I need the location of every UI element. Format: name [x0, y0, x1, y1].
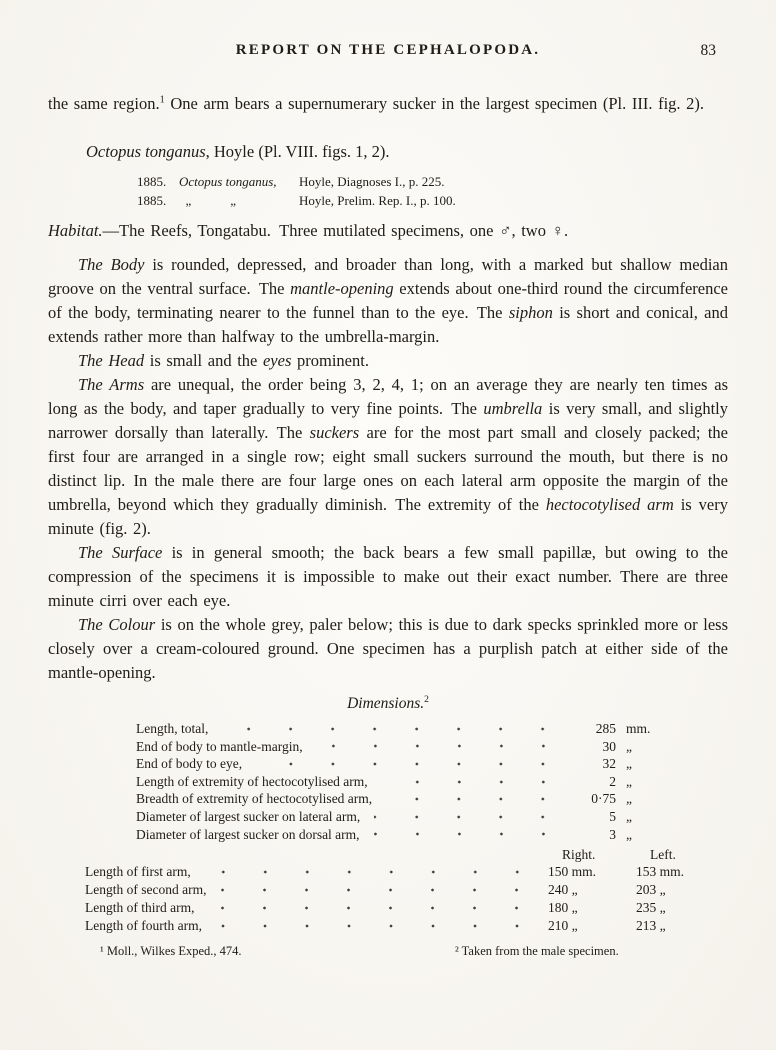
citation-species: Octopus tonganus, [179, 174, 277, 189]
paragraph-head: The Head is small and the eyes prominent. [78, 351, 369, 370]
dimension-value: 32 [602, 756, 616, 772]
dimension-unit: „ [626, 808, 632, 824]
citation-source: Hoyle, Diagnoses I., p. 225. [299, 174, 445, 189]
dimensions-title-text: Dimensions. [347, 695, 425, 712]
dimension-value: 285 [595, 721, 616, 736]
dot-leader [208, 906, 538, 910]
arm-label: Length of fourth arm, [85, 918, 202, 934]
arm-value-left: 153 mm. [636, 864, 685, 880]
species-heading: Octopus tonganus, Hoyle (Pl. VIII. figs. 1, 2). [86, 142, 390, 161]
citation-row [137, 191, 728, 210]
footnotes [48, 944, 728, 962]
dimension-label: Length, total, [136, 721, 209, 736]
arm-value-left: 213 „ [636, 918, 666, 934]
dimension-row [136, 826, 654, 844]
dot-leader [222, 727, 564, 731]
dimension-unit: „ [626, 738, 632, 754]
arm-label: Length of second arm, [85, 882, 207, 898]
dimension-row [136, 755, 654, 773]
arm-value-right: 180 „ [548, 900, 578, 916]
column-header-left: Left. [650, 847, 676, 863]
arm-value-left: 235 „ [636, 900, 666, 916]
spacer [85, 846, 548, 863]
paragraph-surface: The Surface is in general smooth; the back bears a few small papillæ, but owing to the compression of the specimens it is impossible to make out their exact number. There are three minute cirri over each eye. [48, 543, 728, 610]
dimension-value: 2 [609, 773, 616, 789]
page-number: 83 [700, 42, 716, 59]
arm-value-right: 150 mm. [548, 864, 597, 880]
dimension-unit: „ [626, 773, 632, 789]
dot-leader [256, 762, 564, 766]
column-header-right: Right. [562, 847, 596, 863]
dimension-unit: „ [626, 826, 632, 842]
dimension-row [136, 738, 654, 756]
paragraph-habitat: Habitat.—The Reefs, Tongatabu. Three mutilated specimens, one ♂, two ♀. [48, 221, 569, 240]
dot-leader [374, 832, 564, 836]
dimension-row [136, 773, 654, 791]
arm-value-left: 203 „ [636, 882, 666, 898]
dimension-unit: „ [626, 791, 632, 807]
dimension-label: End of body to mantle-margin, [136, 738, 303, 754]
arm-label: Length of third arm, [85, 900, 195, 916]
dimension-row [136, 808, 654, 826]
arm-measurement-row [85, 899, 730, 917]
dot-leader [386, 797, 564, 801]
dot-leader [205, 870, 538, 874]
dot-leader [216, 924, 538, 928]
dimensions-table [136, 720, 654, 843]
dot-leader [220, 888, 538, 892]
dot-leader [382, 780, 564, 784]
arm-table-header [85, 846, 730, 863]
footnote-2: ² Taken from the male specimen. [455, 944, 619, 959]
paragraph-intro: the same region.$^1$ One arm bears a supernumerary sucker in the largest specimen (Pl. III. fig. 2). [48, 94, 705, 113]
dimension-label: Diameter of largest sucker on dorsal arm, [136, 826, 360, 842]
arm-measurement-row [85, 881, 730, 899]
dimension-value: 3 [609, 826, 616, 842]
arm-value-right: 240 „ [548, 882, 578, 898]
citation-source: Hoyle, Prelim. Rep. I., p. 100. [299, 193, 456, 208]
dimension-unit: „ [626, 756, 632, 772]
dimension-row [136, 790, 654, 808]
dimension-value: 5 [609, 808, 616, 824]
page-header [48, 42, 728, 62]
arm-value-right: 210 „ [548, 918, 578, 934]
paragraph-arms: The Arms are unequal, the order being 3, 2, 4, 1; on an average they are nearly ten times as long as the body, and taper gradually to very fine points. The umbrella is very small, and slightly narrower dorsally than laterally. The suckers are for the most part small and closely packed; the first four are arranged in a single row; eight small suckers surround the mouth, but there is no distinct lip. In the male there are four large ones on each lateral arm opposite the margin of the umbrella, beyond which they gradually diminish. The extremity of the hectocotylised arm is very minute (fig. 2). [48, 375, 729, 538]
dimension-label: Length of extremity of hectocotylised arm, [136, 773, 368, 789]
dimension-label: Diameter of largest sucker on lateral arm, [136, 808, 361, 824]
arm-label: Length of first arm, [85, 864, 191, 880]
dimension-row [136, 720, 654, 738]
citation-year: 1885. [137, 174, 167, 189]
citation-list [137, 172, 728, 210]
footnote-1: ¹ Moll., Wilkes Exped., 474. [100, 944, 242, 959]
arm-measurement-row [85, 917, 730, 935]
arm-measurements-table [85, 846, 730, 935]
paragraph-body: The Body is rounded, depressed, and broader than long, with a marked but shallow median groove on the ventral surface. The mantle-opening extends about one-third round the circumference of the body, terminating nearer to the funnel than to the eye. The siphon is short and conical, and extends rather more than halfway to the umbrella-margin. [48, 255, 728, 346]
dimensions-title [48, 695, 728, 713]
dimension-value: 30 [602, 738, 616, 754]
dimension-unit: mm. [626, 721, 651, 736]
paragraph-colour: The Colour is on the whole grey, paler below; this is due to dark specks sprinkled more or less closely over a cream-coloured ground. One specimen has a purplish patch at either side of the mantle-opening. [48, 615, 729, 682]
dimension-value: 0·75 [591, 791, 616, 807]
running-title: REPORT ON THE CEPHALOPODA. [235, 42, 541, 58]
dot-leader [374, 815, 564, 819]
dimension-label: Breadth of extremity of hectocotylised arm, [136, 791, 373, 807]
dimensions-footnote-marker: 2 [424, 693, 429, 705]
citation-ditto-marks: „ „ [179, 193, 237, 208]
dimension-label: End of body to eye, [136, 756, 243, 772]
citation-row [137, 172, 728, 191]
citation-year: 1885. [137, 193, 167, 208]
arm-measurement-row [85, 863, 730, 881]
dot-leader [317, 744, 564, 748]
